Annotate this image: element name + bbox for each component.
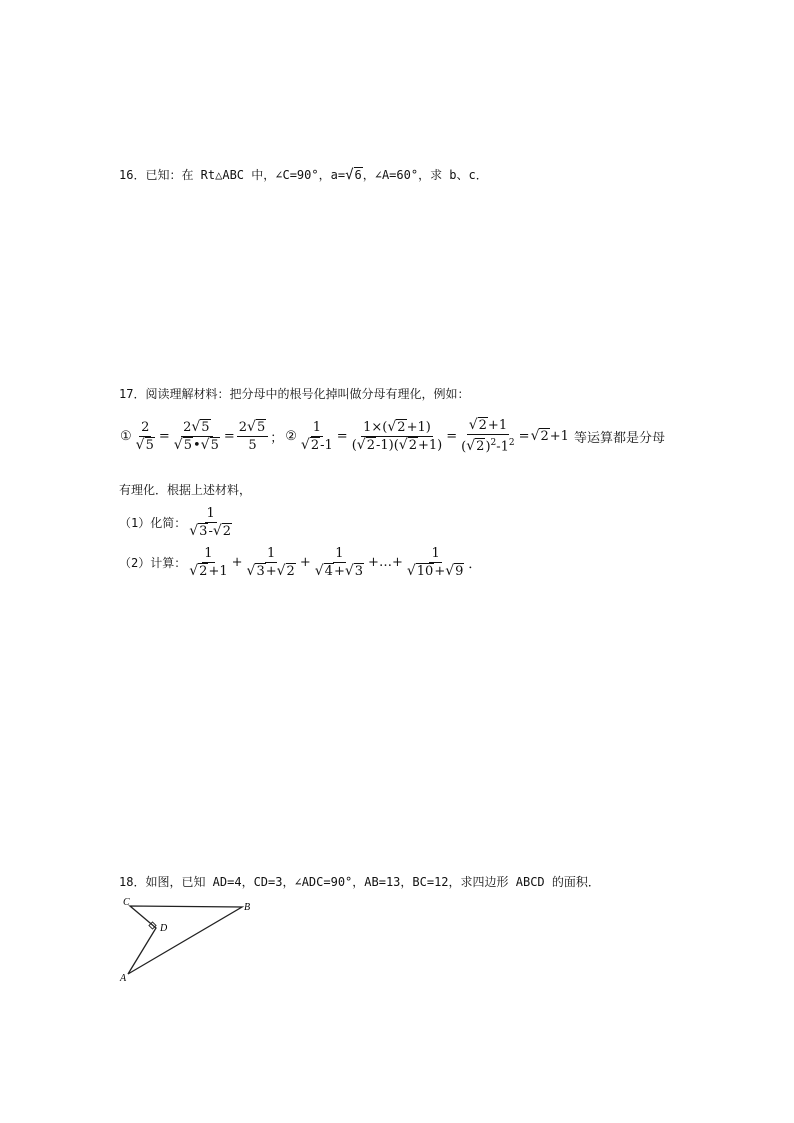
equals-sign: =	[336, 428, 348, 444]
example-2-marker: ②	[285, 428, 297, 444]
example-tail-text: 等运算都是分母	[573, 430, 665, 446]
question-number: 16．	[119, 168, 146, 182]
part-1	[119, 506, 235, 539]
question-17-intro	[119, 385, 469, 403]
plus-sign: +	[299, 555, 311, 570]
question-16	[119, 166, 488, 184]
a-equals: a=	[330, 168, 346, 182]
part-1-label: （1）化简：	[119, 516, 187, 530]
fraction: $\frac{1}{√10+√9}$	[406, 546, 464, 579]
question-text: 如图，已知 AD=4，CD=3，∠ADC=90°，AB=13，BC=12，求四边形 ABCD 的面积．	[145, 875, 600, 889]
semicolon: ；	[270, 430, 284, 446]
fraction: $\frac{1}{√2+1}$	[189, 546, 228, 579]
question-17-continued	[119, 481, 251, 499]
quadrilateral-figure	[115, 893, 255, 985]
fraction: $\frac{2√5}{5}$	[237, 420, 268, 453]
label-D: D	[160, 923, 168, 934]
plus-one: +1	[549, 428, 569, 444]
quadrilateral-outline	[128, 906, 242, 974]
question-text: 阅读理解材料：把分母中的根号化掉叫做分母有理化，例如：	[145, 387, 470, 401]
continued-text: 有理化．根据上述材料，	[119, 483, 252, 497]
example-1-marker: ①	[120, 428, 132, 444]
label-C: C	[123, 897, 130, 908]
question-number: 17．	[119, 387, 146, 401]
fraction: $\frac{1\times(√2+1)}{(√2-1)(√2+1)}$	[351, 418, 443, 453]
part-2	[119, 546, 482, 579]
equals-sign: =	[518, 428, 530, 444]
fraction: $\frac{1}{√4+√3}$	[314, 546, 364, 579]
radical: √6	[345, 167, 362, 183]
equals-sign: =	[446, 428, 458, 444]
question-number: 18．	[119, 875, 146, 889]
question-text-tail: ，∠A=60°，求 b、c．	[362, 168, 488, 182]
label-B: B	[244, 902, 251, 913]
fraction: $\frac{1}{√2-1}$	[300, 419, 333, 453]
fraction: $\frac{1}{√3-√2}$	[189, 506, 232, 539]
radical: √2	[530, 428, 549, 445]
fraction: $\frac{√2+1}{(√2)^2-1^2}$	[461, 417, 515, 455]
fraction: $\frac{2}{√5}$	[135, 419, 154, 453]
question-text: 已知：在 Rt△ABC 中，∠C=90°，	[145, 168, 331, 182]
ellipsis: +…+	[368, 555, 403, 570]
example-formula-line	[119, 418, 666, 454]
question-18	[119, 873, 600, 891]
plus-sign: +	[231, 555, 243, 570]
label-A: A	[120, 973, 127, 984]
fraction: $\frac{1}{√3+√2}$	[246, 546, 295, 579]
equals-sign: =	[158, 428, 170, 444]
period: ．	[468, 557, 482, 572]
fraction: $\frac{2√5}{√5•√5}$	[173, 418, 219, 453]
equals-sign: =	[223, 428, 235, 444]
part-2-label: （2）计算：	[119, 556, 187, 570]
